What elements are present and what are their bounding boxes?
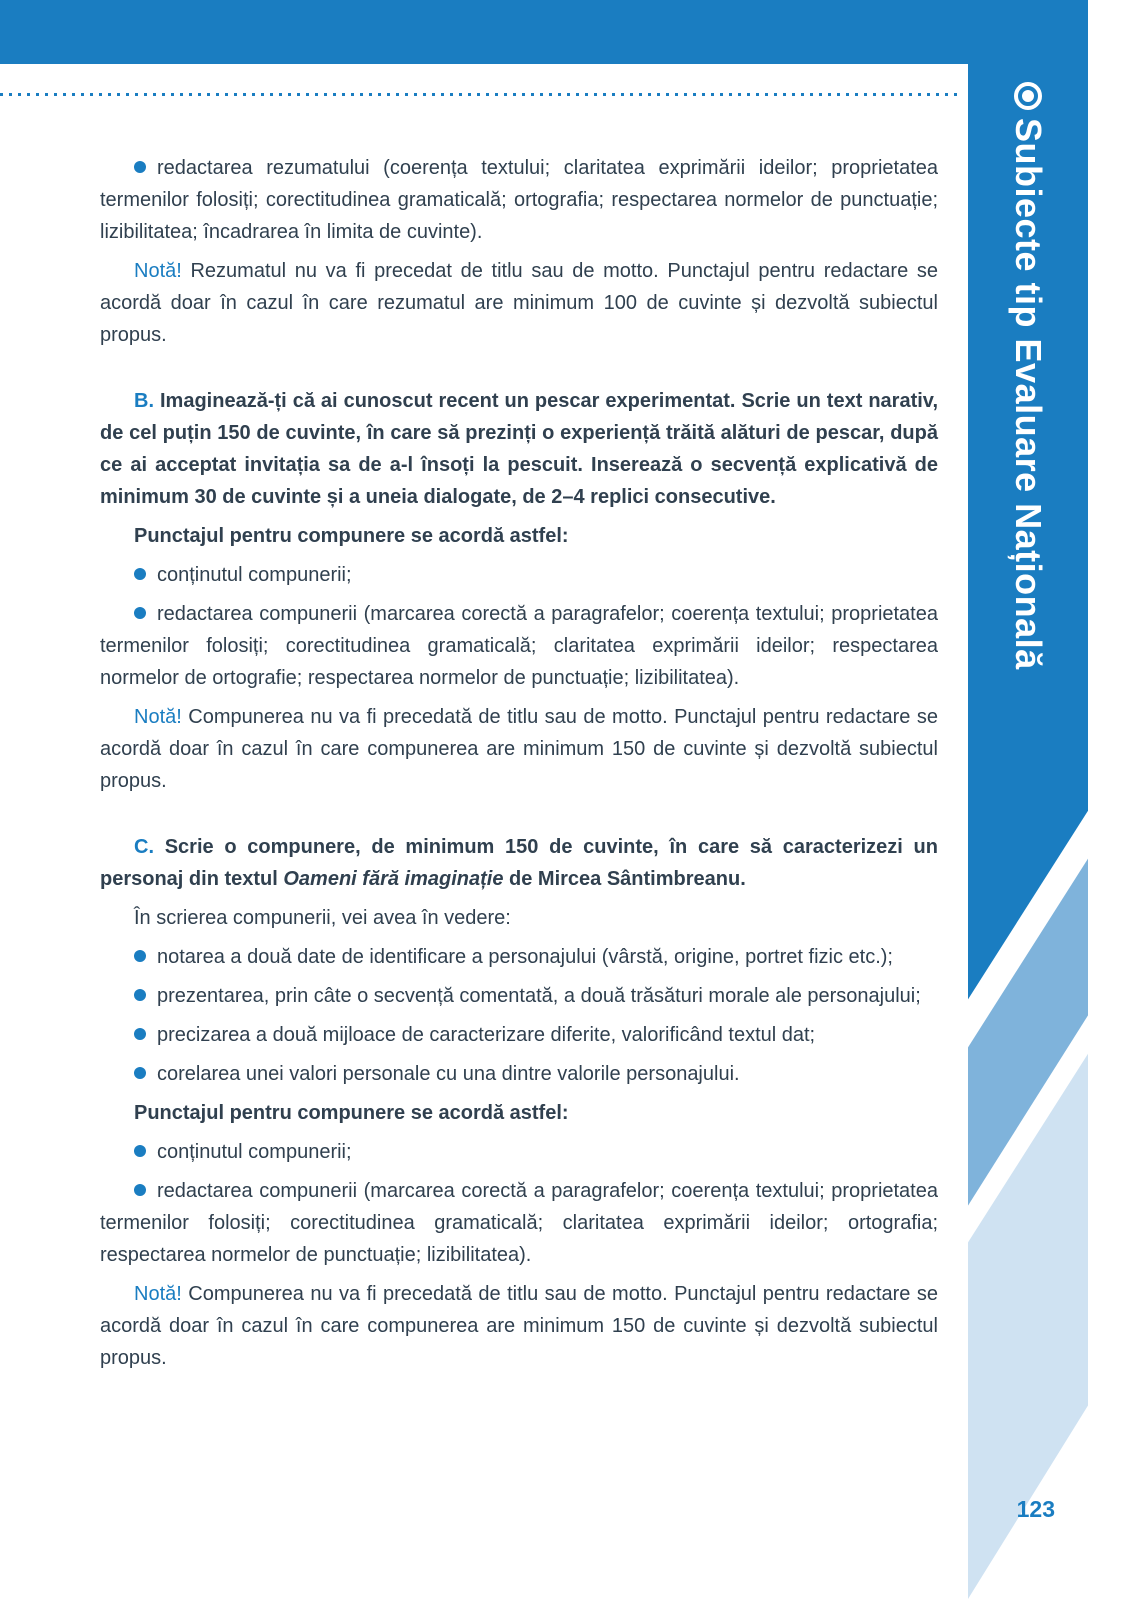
note-text: Rezumatul nu va fi precedat de titlu sau de motto. Punctajul pentru redactare se acordă doar în cazul în care rezumatul are minimum 100 de cuvinte și dezvoltă subiectul propus. — [100, 260, 938, 346]
bullet-icon — [134, 989, 146, 1001]
bullet-icon — [134, 568, 146, 580]
note-label: Notă! — [134, 1283, 182, 1305]
section-c-label: C. — [134, 836, 154, 858]
main-text — [100, 152, 938, 1381]
section-b-label: B. — [134, 390, 154, 412]
bullet-icon — [134, 161, 146, 173]
note-text: Compunerea nu va fi precedată de titlu sau de motto. Punctajul pentru redactare se acordă doar în cazul în care compunerea are minimum 150 de cuvinte și dezvoltă subiectul propus. — [100, 1283, 938, 1369]
note-paragraph — [100, 701, 938, 797]
section-c-paragraph — [100, 831, 938, 895]
bullet-text: redactarea rezumatului (coerența textului; claritatea exprimării ideilor; proprietatea termenilor folosiți; corectitudinea gramaticală; ortografia; respectarea normelor de punctuație; lizibilitatea; încadrarea în limita de cuvinte). — [100, 157, 938, 243]
note-paragraph — [100, 1278, 938, 1374]
section-c-text-after: de Mircea Sântimbreanu. — [509, 868, 746, 890]
top-bar — [0, 0, 1088, 64]
bullet-paragraph — [100, 1019, 938, 1051]
bullet-icon — [134, 607, 146, 619]
bullet-icon — [134, 1067, 146, 1079]
bullet-text: conținutul compunerii; — [157, 564, 352, 586]
bullet-text: redactarea compunerii (marcarea corectă a paragrafelor; coerența textului; proprietatea termenilor folosiți; corectitudinea gramaticală; claritatea exprimării ideilor; ortografia; respectarea normelor de punctuație; lizibilitatea). — [100, 1180, 938, 1266]
section-b-text: Imaginează-ți că ai cunoscut recent un pescar experimentat. Scrie un text narativ, de cel puțin 150 de cuvinte, în care să prezinți o experiență trăită alături de pescar, după ce ai acceptat invitația sa de a-l însoți la pescuit. Inserează o secvență explicativă de minimum 30 de cuvinte și a uneia dialogate, de 2–4 replici consecutive. — [100, 390, 939, 508]
bullet-text: conținutul compunerii; — [157, 1141, 352, 1163]
target-icon — [1014, 82, 1042, 110]
note-paragraph — [100, 255, 938, 351]
bullet-text: notarea a două date de identificare a personajului (vârstă, origine, portret fizic etc.); — [157, 946, 893, 968]
bullet-text: redactarea compunerii (marcarea corectă a paragrafelor; coerența textului; proprietatea termenilor folosiți; corectitudinea gramaticală; claritatea exprimării ideilor; respectarea normelor de ortografie; respectarea normelor de punctuație; lizibilitatea). — [100, 603, 938, 689]
note-text: Compunerea nu va fi precedată de titlu sau de motto. Punctajul pentru redactare se acordă doar în cazul în care compunerea are minimum 150 de cuvinte și dezvoltă subiectul propus. — [100, 706, 938, 792]
bullet-paragraph — [100, 598, 938, 694]
work-title: Oameni fără imaginație — [283, 868, 504, 890]
bullet-icon — [134, 950, 146, 962]
section-c-text: Scrie o compunere, de minimum 150 de cuvinte, în care să caracterizezi un personaj din textul — [100, 836, 938, 890]
bullet-paragraph — [100, 1058, 938, 1090]
bullet-text: corelarea unei valori personale cu una dintre valorile personajului. — [157, 1063, 740, 1085]
bullet-icon — [134, 1184, 146, 1196]
bullet-paragraph — [100, 1136, 938, 1168]
scoring-heading: Punctajul pentru compunere se acordă astfel: — [134, 525, 569, 547]
bullet-paragraph — [100, 980, 938, 1012]
bullet-paragraph — [100, 941, 938, 973]
bullet-paragraph — [100, 1175, 938, 1271]
note-label: Notă! — [134, 260, 182, 282]
bullet-icon — [134, 1028, 146, 1040]
sidebar-title: Subiecte tip Evaluare Națională — [1008, 118, 1049, 670]
scoring-heading: Punctajul pentru compunere se acordă astfel: — [134, 1102, 569, 1124]
section-b-paragraph — [100, 385, 938, 513]
dotted-divider — [0, 93, 963, 96]
bullet-paragraph — [100, 152, 938, 248]
sidebar — [968, 0, 1088, 1599]
bullet-paragraph — [100, 559, 938, 591]
page-number: 123 — [1016, 1496, 1055, 1522]
intro-paragraph: În scrierea compunerii, vei avea în vedere: — [134, 907, 511, 929]
bullet-text: prezentarea, prin câte o secvență comentată, a două trăsături morale ale personajului; — [157, 985, 921, 1007]
note-label: Notă! — [134, 706, 182, 728]
bullet-icon — [134, 1145, 146, 1157]
bullet-text: precizarea a două mijloace de caracterizare diferite, valorificând textul dat; — [157, 1024, 816, 1046]
